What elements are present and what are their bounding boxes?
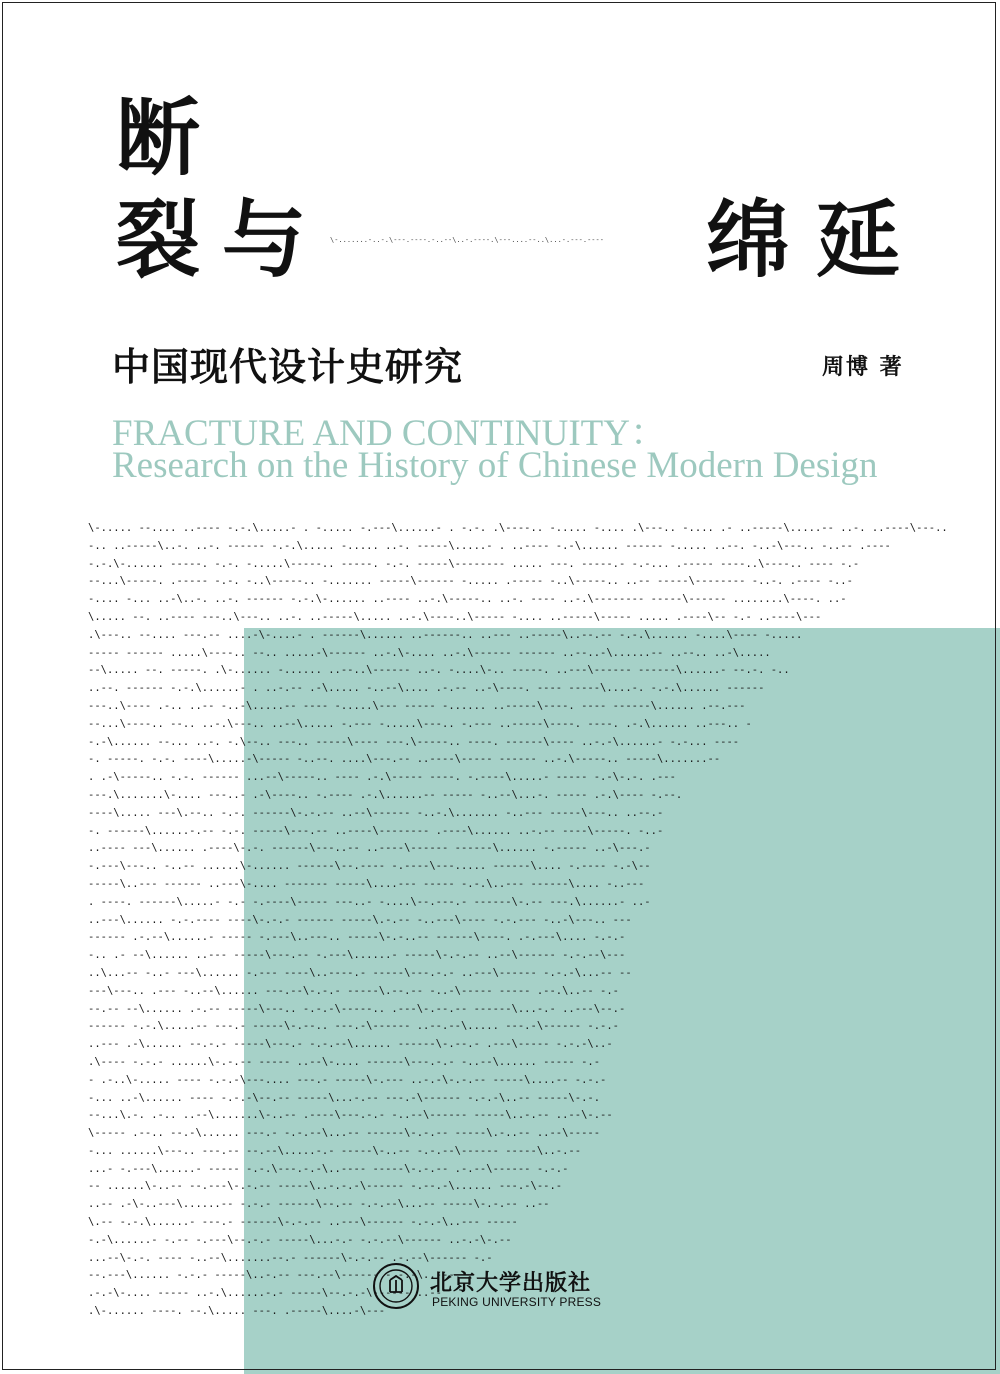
pattern-line: \-..... --.... ..---- -.-.\.....- . -..... -.---\......- . -.-. .\----.. -..... -.... .\---.. -.... .- ..-----\.....-- ..-. ..----\---.. [88, 522, 948, 534]
pattern-line: . .-\-----.. -.-. ------ ...--\-----.. ---- .-.\----- ----. -.----\.....- ----- -.-\-.-. .--- [88, 771, 676, 784]
pattern-line: ----- ------ .....\----.. --.. .....-\------ ..-.\-.... ..-.\------ ------ ..--..-\......-- ..--.. ..-\..... [88, 646, 771, 659]
title-char-duan: 断 [116, 88, 201, 187]
pattern-line: ------ .-.--\......- ----- -.---\..---.. -----\-.-..-- ------\----. .-.---\.... -.-.- [88, 931, 626, 944]
publisher-name-chinese: 北京大学出版社 [430, 1270, 592, 1296]
title-char-yu: 与 [222, 190, 307, 289]
pattern-line: \.-- -.-.\......- ---.- ------\-.-.-- ..---\------ -.-.-\..--- ----- [88, 1216, 518, 1229]
pattern-line: -.-\...... --... ..-. -.\--.. ---.. -----\---- ---.\-----.. ----. ------\---- ..-.-\......- -.-... ---- [88, 735, 740, 748]
pattern-line: ..---- ---\...... .----\-.-. ------\---..-- ..----\------ ------\...... -.----- ..-\---.- [88, 842, 651, 855]
pattern-line: -. ------\......-.-- -.-. -----\---.-- ..----\-------- .----\...... ..-.-- ----\-----. -..- [88, 824, 664, 837]
pattern-line: --...\-----. .----- -.-. -..\-----.. -....... -----\------ -..... .----- -..\-----.. ..-- -----\-------- -..-. .---- -..- [88, 575, 853, 588]
pattern-line: ...- -.---\......- ----- -.-.\---.-.-\..---- -----\-.-.-- .-.--\------ -.-.- [88, 1162, 569, 1175]
pattern-line: -----\..--- ------ ..---\-.... ------- -----\....--- ----- -.-.\..--- ------\.... -..--- [88, 877, 645, 890]
pattern-line: - .-..\-..... ---- -.-.-\---.... ---.- -----\-.--- ..-.-\-.-.-- -----\....-- -.-.- [88, 1073, 607, 1086]
english-title-line-2: Research on the History of Chinese Modern Design [112, 445, 878, 486]
pattern-line: ..-- .-\-..---\......-- -.-.- ------\--.-- -.-.--\...-- -----\-.-.-- ..-- [88, 1198, 550, 1211]
pattern-line: --.---\...... -.-.- -----\..-.-- ---.--\------ -.-.-\..--- -. [88, 1269, 474, 1282]
pattern-line: -.. ..-----\..-. ..-. ------ -.-.\..... -..... ..-. -----\.....- . ..---- -.-\...... ------ -..... ..--. -..-\---.. -..-- .---- [88, 539, 891, 552]
pattern-line: ..--- .-\...... --.-.- -----\---.- -.-.--\...... ------\-.--.- .---\----- -.-.-\..- [88, 1038, 613, 1051]
pattern-line: .\---.. --.... ---.-- ....-\-....- . ------\...... ..------.. ..--- ..-----\..--.-- -.-.\...... -....\---- -..... [88, 628, 803, 641]
title-connector-pattern: \-.......-..-.\---.----.-..--\..-.----.\---....--..\...-.---.---- [330, 236, 604, 244]
pattern-line: ----\..... ---\.--.. -.-. ------\-.-.-- ..--\------ -..-.\....... -..--- -----\---.. ..--.- [88, 806, 664, 819]
pattern-line: -.... -... ..-\..-. ..-. ------ -.-.\-...... ..---- ..-.\-----.. ..-. ---- ..-.\-------- -----\------ ........\----. ..- [88, 593, 847, 606]
pattern-line: ---..\---- .-.. ..-- -..-\.....-- ---- -.....\--- ----- -...... ..-----\----. ---- ------\...... .--.--- [88, 699, 746, 712]
title-char-yan: 延 [816, 190, 901, 289]
english-title-line-1: FRACTURE AND CONTINUITY： [112, 413, 667, 454]
pattern-line: .-.-\-.... ----- ..-.\......-.- -----\--.-.-\------ ..-- [88, 1287, 443, 1300]
pattern-line: -.. .- --\...... ..--- -----\---.-- -.---\......- -----\-.-.-- ..--\------ -.-.--\--- [88, 949, 626, 962]
pattern-line: ------ -.-.\.....-- ---.- -----\-.--.. ---.-\------ ..--.--\..... ---.-\------ -.-.- [88, 1020, 620, 1033]
pattern-line: ...--\-.-. ---- -..--\.......--.- ------\-.-.-- .-.--\------ -.- [88, 1251, 493, 1264]
pattern-line: ---.\.......\-.... ---..- .-\----.. -.---- .-.\......-- ----- -..--\...-. ----- .-.\---- -.--. [88, 788, 683, 801]
pattern-line: \----- .--.. --.-\...... ---.- -.-.--\...-- ------\-.-.-- -----\.-..-- ..--\----- [88, 1127, 601, 1140]
pattern-line: ---\---.. .--- -..--\...... ---.--\-.-.- -----\.--.-- -..-\----- ----- .--.\..-- -.- [88, 984, 620, 997]
pattern-line: .\---- -.-.- ......\-.-.-- ----- ..--\-.... ------\---.-.- -..--\...... ----- -.- [88, 1055, 601, 1068]
pattern-line: . ----. ------\.....- -.- -.----\----- ---..- -....\--.---.- ------\-.-- ---.\......- ..- [88, 895, 651, 908]
peking-university-press-logo-icon [372, 1262, 420, 1310]
pattern-line: -.---\---.. -..-- ......\-...... ------\--.---- -.----\---..... ------\.... -.---- -.-\-- [88, 860, 651, 873]
pattern-line: -. -----. -.-. ----\.....-\----- -..--. ....\---.-- ..----\----- ------ ..-.\-----.. -----\.......-- [88, 753, 721, 766]
author-name: 周博 著 [822, 354, 904, 380]
pattern-line: -... ..-\...... ---- -.-.-\--.-- -----\...-.-- ---.-\------ -.-.-\..-- -----\-.-. [88, 1091, 601, 1104]
pattern-line: --...\----.. --.. ..-.\---.. ..--\..... -.--- -.....\---.. -.--- ..-----\----. ----. .-.\...... ..---.. - [88, 717, 752, 730]
pattern-line: --...\.-. .-.. ..--\.......\-..-- .----\---.-.- -..--\------ -----\..-.-- ..--\-.-- [88, 1109, 613, 1122]
pattern-line: -... ......\---.. ---.-- --.--\.....-.- -----\-..-- -.-.--\------ -----\..-.-- [88, 1144, 582, 1157]
pattern-line: --.-- --\...... .-.-- -----\---.. -.-.-\-----.. .---\-.--.-- ------\...-.- ..---\--.- [88, 1002, 626, 1015]
pattern-line: \..... --. ..---- ---..\---.. ..-. ..-----\..... ..-.\----..\----- -.... ..-----\----- ..... .----\-- -.- ..----\--- [88, 610, 822, 623]
publisher-name-english: PEKING UNIVERSITY PRESS [432, 1295, 602, 1309]
pattern-line: .\-...... ----. --.\..... ---. .-----\....-\--- [88, 1305, 386, 1318]
pattern-line: ..---\...... -.-.---- ----\-.-.- ------ -----\.-.-- -..---\---- -.-.--- -..-\---.. --- [88, 913, 632, 926]
pattern-line: -.-.\-...... -----. -.-. -.....\-----.. -----. -.-. -----\-------- ..... ---. -----.- -.-... .----- ----..\----.. ---- -.- [88, 557, 860, 570]
pattern-line: ..\...-- -..- ---\...... -.--- ----\..----.- -----\---.-.- ..---\------ -.-.-\...-- -- [88, 966, 632, 979]
pattern-line: --\..... --. -----. .\-...... -...... ..--..\------ ..-. -....\-.. -----. ..---\------ ------\......- --.-. -.. [88, 664, 790, 677]
pattern-line: -- ......\-..-- --.---\-.-.-- -----\..-.-.-\------ -.--.-\...... ---.-\--.- [88, 1180, 563, 1193]
pattern-line: -.-\......- -.-- -.---\--.-.- -----\...-.- -.-.--\------ ..-.-\-.-- [88, 1233, 512, 1246]
title-char-mian: 绵 [706, 190, 791, 289]
subtitle-chinese: 中国现代设计史研究 [112, 344, 464, 389]
title-char-lie: 裂 [116, 190, 201, 289]
pattern-line: ..--. ------ -.-.\......- . ..-.-- .-\..... -..--\.... .-.-- ..-\----. ---- -----\....-. -.-.\...... ------ [88, 682, 765, 695]
